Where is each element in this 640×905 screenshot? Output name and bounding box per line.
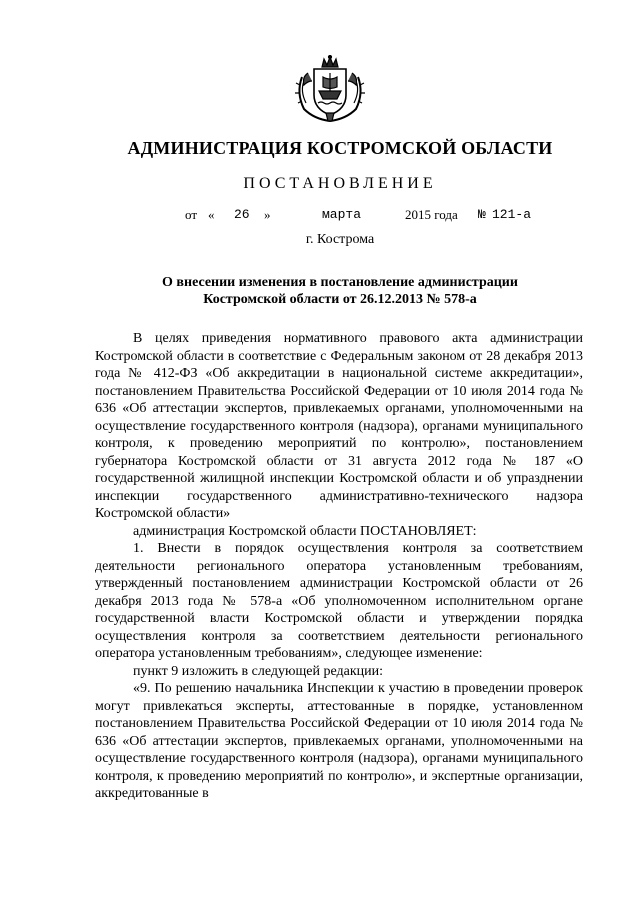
title-line-1: О внесении изменения в постановление администрации: [162, 275, 518, 290]
date-from-label: от: [185, 207, 198, 222]
date-quote-open: «: [208, 207, 215, 222]
decree-number-label: №: [478, 207, 486, 222]
point-9-text: «9. По решению начальника Инспекции к участию в проведении проверок могут привлекаться эксперты, аттестованные в порядке, установленном постановлением Правительства Российской Федерации от 10 июля 2014 года № 636 «Об аттестации экспертов, привлекаемых органами, уполномоченными на осуществление государственного контроля (надзора), органами муниципального контроля, к проведению мероприятий по контролю», и экспертные организации, аккредитованные в: [95, 681, 583, 801]
organization-name: АДМИНИСТРАЦИЯ КОСТРОМСКОЙ ОБЛАСТИ: [127, 138, 553, 158]
item-1-paragraph: 1. Внести в порядок осуществления контроля за соответствием деятельности регионального оператора установленным требованиям, утвержденный постановлением администрации Костромской области от 26 декабря 2013 года № 578-а «Об уполномоченном исполнительном органе государственной власти Костромской области и утверждении порядка осуществления контроля за соответствием деятельности регионального оператора установленным требованиям», следующее изменение:: [95, 541, 583, 661]
document-title: [120, 274, 560, 308]
resolution-line: администрация Костромской области ПОСТАНОВЛЯЕТ:: [133, 523, 477, 539]
point-9-intro: пункт 9 изложить в следующей редакции:: [133, 663, 383, 679]
title-line-2: Костромской области от 26.12.2013 № 578-а: [203, 292, 477, 307]
date-month: марта: [322, 207, 362, 222]
coat-of-arms-emblem: [290, 55, 370, 125]
document-body: [95, 330, 583, 803]
document-type: ПОСТАНОВЛЕНИЕ: [243, 175, 437, 192]
date-day: 26: [234, 207, 250, 222]
date-quote-close: »: [264, 207, 271, 222]
preamble-paragraph: В целях приведения нормативного правового акта администрации Костромской области в соответствие с Федеральным законом от 28 декабря 2013 года № 412-ФЗ «Об аккредитации в национальной системе аккредитации», постановлением Правительства Российской Федерации от 10 июля 2014 года № 636 «Об аттестации экспертов, привлекаемых органами, уполномоченными на осуществление государственного контроля (надзора), органами муниципального контроля, к проведению мероприятий по контролю», постановлением губернатора Костромской области от 31 августа 2012 года № 187 «О государственной жилищной инспекции Костромской области и об упразднении инспекции государственного административно-технического надзора Костромской области»: [95, 331, 583, 521]
date-year: 2015 года: [405, 207, 458, 222]
decree-number: 121-а: [492, 207, 532, 222]
city-name: г. Кострома: [305, 232, 375, 247]
